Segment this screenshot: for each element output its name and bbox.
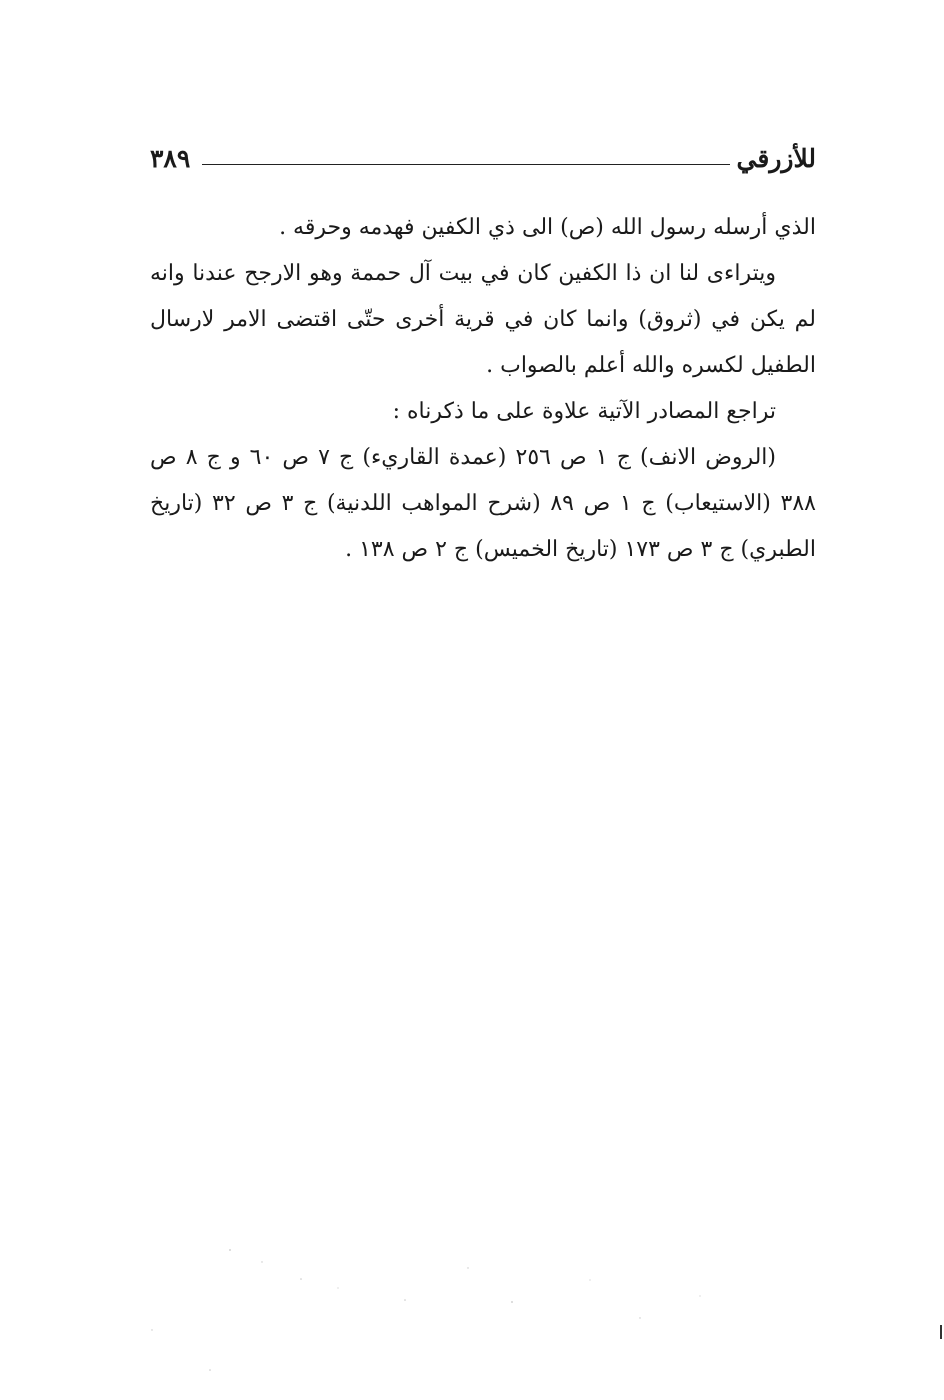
- page-number: ٣٨٩: [150, 144, 191, 173]
- book-title: للأزرقي: [736, 144, 816, 173]
- paragraph-opinion: ويتراءى لنا ان ذا الكفين كان في بيت آل حممة وهو الارجح عندنا وانه لم يكن في (ثروق) وانما كان في قرية أخرى حتّى اقتضى الامر لارسال الطفيل لكسره والله أعلم بالصواب .: [150, 261, 816, 378]
- header-rule: [202, 164, 730, 165]
- paragraph-continuation: الذي أرسله رسول الله (ص) الى ذي الكفين فهدمه وحرقه .: [279, 215, 816, 240]
- body-text: [150, 205, 816, 573]
- paragraph-sources-intro: تراجع المصادر الآتية علاوة على ما ذكرناه :: [392, 399, 776, 424]
- paragraph-sources-list: (الروض الانف) ج ١ ص ٢٥٦ (عمدة القاريء) ج ٧ ص ٦٠ و ج ٨ ص ٣٨٨ (الاستيعاب) ج ١ ص ٨٩ (شرح المواهب اللدنية) ج ٣ ص ٣٢ (تاريخ الطبري) ج ٣ ص ١٧٣ (تاريخ الخميس) ج ٢ ص ١٣٨ .: [150, 445, 816, 562]
- running-head: [150, 140, 816, 184]
